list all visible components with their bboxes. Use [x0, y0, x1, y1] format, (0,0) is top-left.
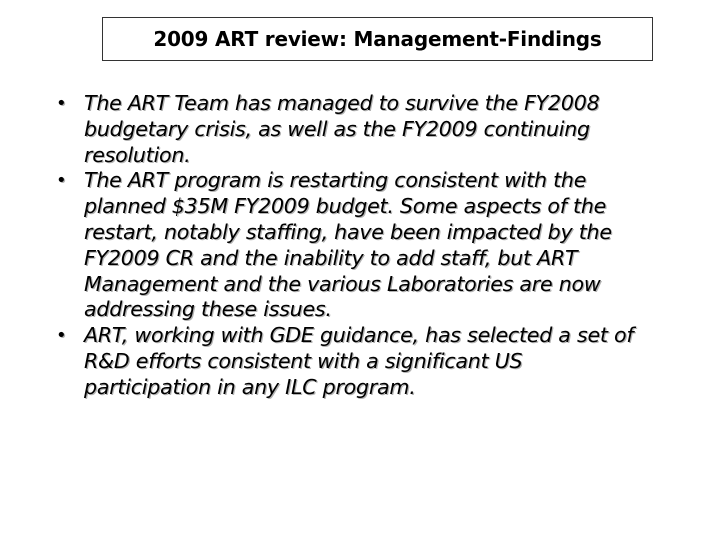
bullet-item-2 — [54, 168, 644, 323]
title-box — [102, 17, 653, 61]
bullet-icon: • — [56, 93, 67, 114]
bullet-icon: • — [56, 325, 67, 347]
slide-title: 2009 ART review: Management-Findings — [153, 27, 602, 51]
bullet-item-1 — [54, 91, 644, 168]
bullet-item-3 — [54, 323, 644, 400]
bullet-text-2: The ART program is restarting consistent with the planned $35M FY2009 budget. Some aspects of the restart, notably staffing, have been impacted by the FY2009 CR and the inability to add staff, but ART Management and the various Laboratories are now addressing these issues. — [84, 168, 612, 322]
bullet-icon: • — [56, 170, 67, 192]
bullet-text-1: The ART Team has managed to survive the FY2008 budgetary crisis, as well as the FY2009 continuing resolution. — [84, 91, 600, 167]
bullet-list — [54, 91, 644, 401]
bullet-text-3: ART, working with GDE guidance, has selected a set of R&D efforts consistent with a significant US participation in any ILC program. — [84, 323, 634, 399]
